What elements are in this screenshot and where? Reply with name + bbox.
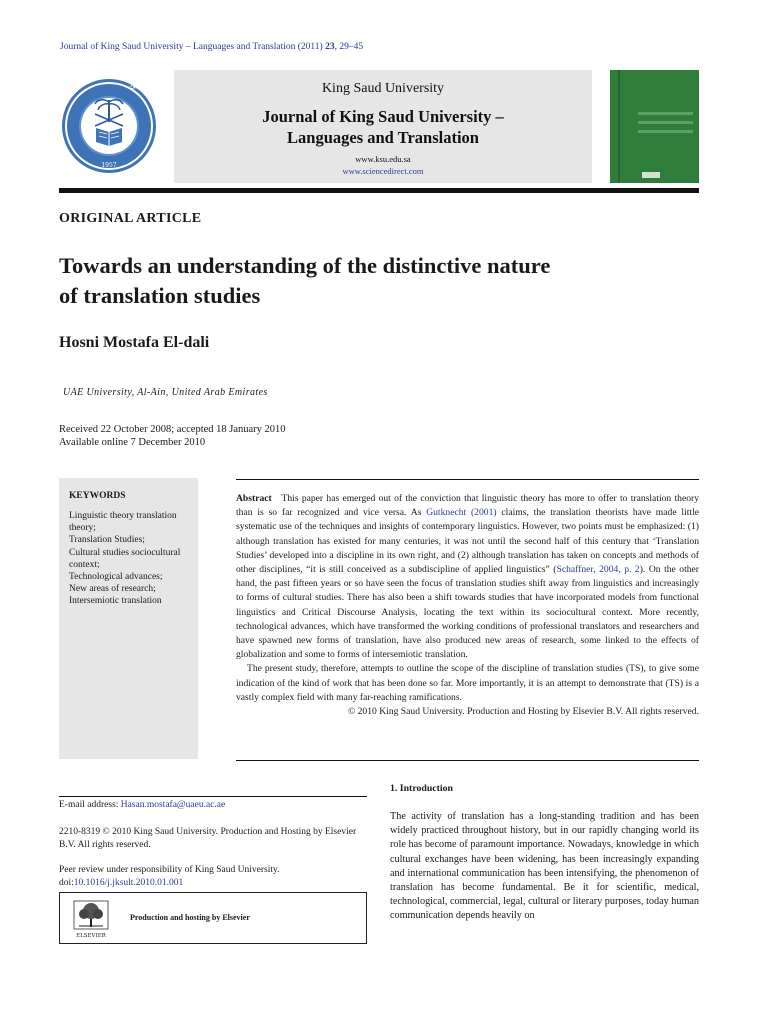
received-date: Received 22 October 2008; accepted 18 January 2010: [59, 424, 286, 435]
doi-link[interactable]: 10.1016/j.jksult.2010.01.001: [73, 877, 184, 888]
abstract-rule-top: [236, 479, 699, 480]
article-dates: [59, 423, 286, 449]
masthead-journal-line2: Languages and Translation: [287, 128, 479, 147]
author-affiliation: UAE University, Al-Ain, United Arab Emirates: [63, 387, 268, 398]
keywords-box: [59, 478, 198, 759]
cover-publisher-mark: [642, 172, 660, 178]
journal-cover-icon: [610, 70, 699, 183]
masthead-journal-title: [174, 106, 592, 148]
peer-review-text: Peer review under responsibility of King Saud University.: [59, 865, 280, 875]
email-label: E-mail address:: [59, 800, 121, 810]
keyword-item: Cultural studies sociocultural context;: [69, 547, 181, 570]
svg-text:King Saud University: King ity: [59, 92, 79, 167]
abstract-text: claims, the translation theorists have made little systematic use of the techniques and insights of contemporary linguistics. However, two points must be emphasized: (1) although translation has existed for many centuries, it was not until the second half of this century that ‘Translation Studies’ developed into a discipline in its own right, and (2) although translation has taken on concepts and methods of other disciplines, “it is still conceived as a subdiscipline of applied linguistics” (: [236, 507, 699, 576]
cover-spine: [618, 70, 620, 183]
citation-gutknecht[interactable]: Gutknecht (2001): [426, 507, 497, 519]
citation-schaffner[interactable]: Schaffner, 2004, p. 2: [556, 564, 640, 576]
running-header-volume: 23: [325, 42, 335, 52]
keyword-item: Intersemiotic translation: [69, 596, 162, 607]
keyword-item: New areas of research;: [69, 584, 156, 595]
running-header: [60, 42, 363, 52]
keyword-item: Translation Studies;: [69, 535, 145, 546]
doi-line: [59, 877, 369, 890]
elsevier-wordmark: ELSEVIER: [76, 933, 106, 939]
elsevier-box: [59, 892, 367, 944]
keywords-list: [69, 510, 198, 608]
abstract: [236, 492, 699, 719]
masthead-url-sciencedirect[interactable]: www.sciencedirect.com: [342, 166, 424, 176]
masthead-url-ksu[interactable]: www.ksu.edu.sa: [355, 154, 411, 164]
masthead-journal-line1: Journal of King Saud University –: [262, 107, 504, 126]
abstract-label: Abstract: [236, 493, 272, 504]
svg-text:1957: 1957: [101, 162, 117, 169]
masthead-rule: [59, 188, 699, 193]
abstract-rule-bottom: [236, 760, 699, 761]
article-title: [59, 251, 659, 311]
keywords-heading: KEYWORDS: [69, 491, 126, 501]
introduction-heading: 1. Introduction: [390, 783, 453, 794]
keyword-item: Technological advances;: [69, 572, 163, 583]
introduction-text: The activity of translation has a long-standing tradition and has been widely practiced throughout history, but in our rapidly changing world its role has become of paramount importance. Nowadays, knowledge in which cultural exchanges have been widening, has been increasingly expanding and international communication has been intensifying, the phenomenon of translation has become fundamental. Be it for scientific, medical, technological, commercial, legal, cultural or literary purposes, today human communication depends heavily on: [390, 811, 699, 922]
footnote-copyright: 2210-8319 © 2010 King Saud University. Production and Hosting by Elsevier B.V. All rights reserved.: [59, 827, 357, 850]
elsevier-hosting-label: Production and hosting by Elsevier: [130, 913, 250, 922]
available-date: Available online 7 December 2010: [59, 437, 206, 448]
running-header-pages: , 29–45: [334, 42, 364, 52]
article-title-line1: Towards an understanding of the distinctive nature: [59, 253, 551, 278]
abstract-paragraph-2: The present study, therefore, attempts to outline the scope of the discipline of translation studies (TS), to give some indication of the kind of work that has been done so far. More importantly, it is an attempt to demonstrate that (TS) is a vastly complex field with many far-reaching ramifications.: [236, 663, 699, 703]
abstract-text: ). On the other hand, the past fifteen years or so have seen the focus of translation studies shift away from linguistics and increasingly to forms of cultural studies. There has also been a shift towards studies that have incorporated models from functional linguistics and Critical Discourse Analysis, locating the text within its sociocultural context. More recently, technological advances, which have transformed the working conditions of professional translators and researchers and have spawned new forms of translation, have also produced new areas of research, some linked to the effects of globalization and some to forms of intersemiotic translation.: [236, 564, 700, 661]
footnote-peer-review: [59, 864, 369, 889]
masthead-university: King Saud University: [321, 81, 445, 96]
elsevier-tree-logo-icon: [70, 899, 114, 939]
article-author: Hosni Mostafa El-dali: [59, 334, 210, 351]
keyword-item: Linguistic theory translation theory;: [69, 511, 177, 534]
cover-decoration: [638, 102, 693, 139]
svg-text:جامعة الملك سعود: لملك سعود: [128, 80, 159, 107]
abstract-paragraph-1: [236, 492, 699, 662]
university-seal-icon: [59, 70, 159, 183]
doi-label: doi:: [59, 877, 74, 888]
article-type: ORIGINAL ARTICLE: [59, 211, 202, 226]
article-title-line2: of translation studies: [59, 283, 261, 308]
author-email-link[interactable]: Hasan.mostafa@uaeu.ac.ae: [120, 800, 226, 810]
footnote-email: [59, 799, 369, 812]
footnote-rule: [59, 796, 367, 797]
journal-masthead: [174, 70, 592, 183]
abstract-text: This paper has emerged out of the conviction that linguistic theory has more to offer to translation theory than is so far recognized and vice versa. As: [236, 493, 699, 519]
running-header-journal: Journal of King Saud University – Languages and Translation (2011): [60, 42, 323, 52]
abstract-copyright: © 2010 King Saud University. Production and Hosting by Elsevier B.V. All rights reserved.: [347, 706, 699, 718]
